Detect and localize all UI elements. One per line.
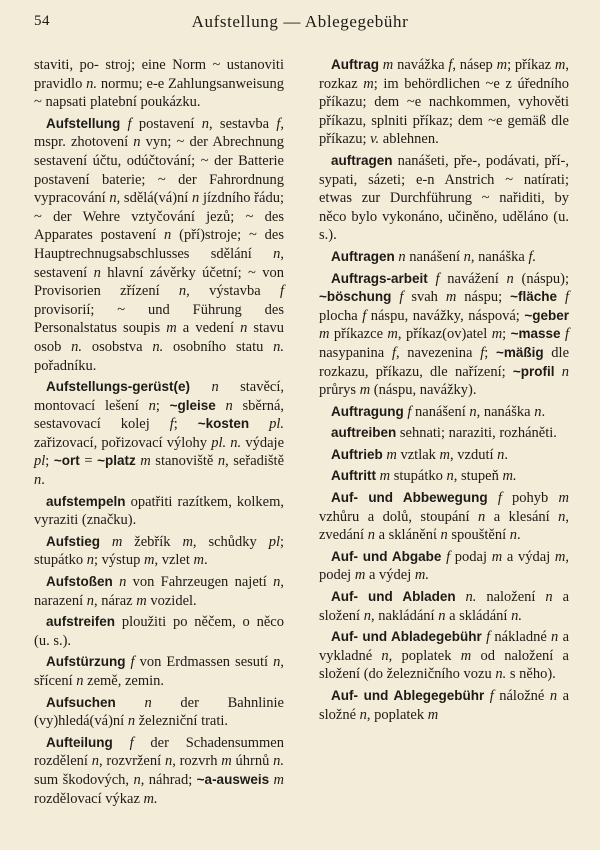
entry-text: , sestavba <box>209 115 277 132</box>
entry-text: provisorií; ~ und Führung des Personalstatus soupis <box>34 301 284 337</box>
grammar-label: n <box>363 607 371 624</box>
dictionary-entry <box>319 446 569 465</box>
grammar-label: f <box>169 416 174 433</box>
entry-text: železniční trati. <box>135 713 229 730</box>
grammar-label: f <box>480 344 485 361</box>
headword: Aufstellung <box>46 115 121 131</box>
headword: ~gleise <box>169 397 216 413</box>
entry-text <box>557 289 565 305</box>
grammar-label: m <box>273 771 284 788</box>
grammar-label: m <box>136 592 147 609</box>
grammar-label: n <box>133 134 141 151</box>
entry-text: , zvedání <box>319 508 569 544</box>
headword: ~a-ausweis <box>196 771 270 787</box>
entry-text: , nanáška <box>470 248 529 265</box>
grammar-label: n <box>93 264 101 281</box>
headword: Auf- und Abladegebühr <box>331 629 482 645</box>
entry-text: naložení <box>476 589 546 606</box>
entry-text: , sřícení <box>34 654 285 689</box>
grammar-label: n <box>34 472 42 489</box>
entry-text <box>216 398 226 414</box>
entry-text: vyn; ~ der Abrechnung sestavení účtu, odúčtování; ~ der Batterie postavení baterie; ~ der Fahrordnung vypracování <box>34 134 284 207</box>
dictionary-entry <box>319 588 569 625</box>
headword: Auftragung <box>331 403 404 419</box>
grammar-label: m <box>319 326 330 343</box>
entry-text: náložné <box>493 688 550 704</box>
grammar-label: n <box>497 446 505 463</box>
entry-text: ; <box>502 326 511 343</box>
entry-text: svah <box>403 289 446 306</box>
entry-text: nákladné <box>490 629 552 646</box>
entry-text <box>488 490 498 506</box>
grammar-label: f <box>391 344 396 361</box>
entry-text: dle rozkazu, příkazu, dle nařízení; <box>319 344 570 380</box>
entry-text: , nanáška <box>476 403 535 420</box>
grammar-label: n <box>558 508 566 525</box>
grammar-label: f <box>448 57 453 73</box>
entry-text: pohyb <box>501 490 559 507</box>
entry-text: spouštění <box>447 527 510 544</box>
grammar-label: n <box>201 115 209 132</box>
entry-text: der Schadensummen rozdělení <box>34 734 284 770</box>
entry-text: . <box>204 552 208 569</box>
entry-text: , navezenina <box>395 344 481 361</box>
entry-text: , násep <box>452 57 497 73</box>
grammar-label: f <box>127 115 132 132</box>
grammar-label: f <box>486 629 491 646</box>
grammar-label: n <box>119 574 127 591</box>
headword: Auf- und Abbewegung <box>331 490 488 506</box>
dictionary-entry <box>319 687 569 724</box>
grammar-label: n <box>463 248 471 265</box>
dictionary-entry <box>319 489 569 545</box>
entry-text: normu; e-e Zahlungsanweisung ~ napsati platební poukázku. <box>34 75 284 111</box>
grammar-label: n <box>240 320 248 337</box>
grammar-label: f <box>435 270 440 287</box>
entry-text: pořadníku. <box>34 357 97 374</box>
entry-text: stupátko <box>390 468 447 485</box>
dictionary-entry <box>34 734 284 808</box>
grammar-label: m <box>166 320 177 337</box>
entry-text: , vzdutí <box>450 446 498 463</box>
entry-text <box>113 735 130 751</box>
headword: aufstempeln <box>46 493 126 509</box>
grammar-label: n <box>164 753 173 770</box>
grammar-label: n <box>551 629 559 646</box>
left-column <box>34 56 284 811</box>
entry-text: , narazení <box>34 574 285 609</box>
entry-text: = <box>79 453 98 470</box>
grammar-label: n <box>545 589 553 606</box>
grammar-label: f <box>130 654 135 671</box>
grammar-label: n <box>367 527 375 544</box>
entry-text: a vedení <box>176 320 241 337</box>
entry-text <box>100 534 112 550</box>
entry-text: , poplatek <box>388 647 461 664</box>
grammar-label: n <box>86 592 94 609</box>
grammar-label: m. <box>502 468 517 485</box>
entry-text: staviti, po- stroj; eine Norm ~ ustanoviti pravidlo <box>34 57 284 92</box>
grammar-label: n <box>192 190 200 207</box>
dictionary-entry <box>319 403 569 422</box>
entry-text: podaj <box>450 548 492 565</box>
grammar-label: m <box>354 567 366 584</box>
entry-text: ; <box>45 453 54 470</box>
grammar-label: n <box>86 552 95 569</box>
grammar-label: n <box>109 190 117 207</box>
headword: Auftritt <box>331 468 376 484</box>
entry-text: der Bahnlinie (vy)hledá(vá)ní <box>34 694 284 730</box>
entry-text: . <box>41 472 45 489</box>
grammar-label: f <box>489 688 494 704</box>
grammar-label: n <box>469 403 477 420</box>
dictionary-entry <box>319 548 569 585</box>
grammar-label: n <box>381 647 389 664</box>
headword: Auf- und Ablegegebühr <box>331 688 485 703</box>
grammar-label: m <box>558 490 569 507</box>
entry-text: s něho). <box>506 666 556 683</box>
headword: ~masse <box>510 326 561 342</box>
entry-text: , sdělá(vá)ní <box>116 190 193 207</box>
entry-text: sehnati; naraziti, rozháněti. <box>396 425 557 442</box>
entry-text: ; výstup <box>94 552 144 569</box>
entry-text: , mspr. zhotovení <box>34 115 284 151</box>
entry-text: . <box>517 527 521 544</box>
entry-text: náspu; <box>456 289 511 306</box>
headword: ~mäßig <box>495 344 544 360</box>
headword: Aufstoßen <box>46 574 113 590</box>
headword: ~geber <box>524 307 569 323</box>
grammar-label: f <box>279 283 284 300</box>
grammar-label: n. <box>152 338 164 355</box>
entry-text: , podej <box>319 548 570 584</box>
headword: auftragen <box>331 152 393 168</box>
headword: Aufstieg <box>46 533 100 549</box>
grammar-label: m <box>143 552 155 569</box>
dictionary-entry <box>34 533 284 570</box>
headword: ~profil <box>512 363 555 379</box>
grammar-label: f. <box>528 248 537 265</box>
entry-text: zařizovací, pořizovací výlohy <box>34 434 212 451</box>
grammar-label: f <box>129 734 134 751</box>
entry-text: osobstva <box>82 338 153 355</box>
headword: ~ort <box>53 453 80 469</box>
page-number: 54 <box>34 13 50 29</box>
entry-text: a vykladné <box>319 629 570 664</box>
entry-text: od naložení a složení (do železničního vozu <box>319 647 569 683</box>
grammar-label: pl <box>268 533 280 550</box>
running-title: Aufstellung — Ablegegebühr <box>191 12 409 31</box>
grammar-label: n <box>148 397 156 414</box>
entry-text <box>116 695 145 711</box>
entry-text: průrys <box>319 382 360 399</box>
entry-text <box>456 589 466 605</box>
entry-text: náspu, navážky, náspová; <box>366 307 525 324</box>
headword: Aufstellungs-gerüst(e) <box>46 379 191 395</box>
entry-text: , náraz <box>93 592 137 609</box>
grammar-label: pl <box>34 453 46 470</box>
entry-text: a výdaj <box>502 548 555 565</box>
grammar-label: m <box>445 289 457 306</box>
entry-text: , rozkaz <box>319 57 570 92</box>
grammar-label: n <box>178 283 187 300</box>
entry-text: ; příkaz <box>507 57 555 73</box>
grammar-label: n <box>478 508 486 525</box>
grammar-label: n <box>76 673 84 689</box>
entry-text <box>555 364 562 380</box>
grammar-label: m <box>554 548 566 565</box>
entry-text: , rozvrh <box>172 753 222 770</box>
entry-text: von Erdmassen sesutí <box>134 654 274 671</box>
entry-text <box>190 379 211 395</box>
grammar-label: n <box>127 713 136 730</box>
grammar-label: n <box>144 694 152 711</box>
grammar-label: m. <box>143 790 158 807</box>
grammar-label: n <box>509 527 518 544</box>
entry-text: sum škodových, <box>34 771 134 788</box>
dictionary-entry <box>34 694 284 731</box>
entry-text: ploužiti po něčem, o něco (u. s.). <box>34 614 284 649</box>
entry-text: vztlak <box>396 446 440 463</box>
entry-text: ; stupátko <box>34 533 284 569</box>
entry-text: , stupeň <box>453 468 503 485</box>
entry-text: a výdej <box>365 567 415 584</box>
grammar-label: n. <box>230 434 242 451</box>
entry-text: . <box>504 446 509 463</box>
entry-text: a skládání <box>445 607 512 624</box>
grammar-label: n <box>440 527 448 544</box>
entry-text: von Fahrzeugen najetí <box>126 574 274 591</box>
headword: Auftrieb <box>331 446 383 462</box>
entry-text: rozdělovací výkaz <box>34 790 144 807</box>
entry-text: , sestavení <box>34 245 284 281</box>
grammar-label: n <box>534 403 542 420</box>
entry-text: hlavní závěrky účetní; ~ von Provisorien zřízení <box>34 264 284 300</box>
grammar-label: m <box>379 468 391 485</box>
right-column <box>319 56 569 727</box>
grammar-label: f <box>564 326 569 343</box>
headword: auftreiben <box>331 425 397 441</box>
entry-text: stavěcí, montovací lešení <box>34 379 284 414</box>
dictionary-entry <box>34 573 284 610</box>
grammar-label: n <box>164 227 172 244</box>
dictionary-entry <box>319 152 569 245</box>
grammar-label: f <box>497 490 502 507</box>
entry-text: nanášeti, pře-, podávati, pří-, sypati, sázeti; e-n Anstrich ~ natírati; etwas zur Durchführung ~ nařiditi, by něco bylo vykonáno, učiněno, uděláno (u. s.). <box>319 152 569 244</box>
entry-text: a klesání <box>485 508 559 525</box>
headword: Aufteilung <box>46 734 113 750</box>
entry-text: nanášení <box>411 403 470 420</box>
dictionary-entry <box>319 467 569 486</box>
dictionary-entry <box>319 56 569 149</box>
entry-text: , nakládání <box>370 607 439 624</box>
grammar-label: m <box>491 326 503 343</box>
entry-text: ; <box>173 416 198 433</box>
dictionary-entry <box>319 628 569 684</box>
dictionary-entry <box>319 424 569 443</box>
dictionary-entry <box>34 653 284 690</box>
grammar-label: n. <box>495 666 507 683</box>
grammar-label: m <box>182 533 193 550</box>
grammar-label: n. <box>465 589 477 606</box>
grammar-label: n <box>225 397 233 414</box>
headword: Aufstürzung <box>46 654 126 670</box>
entry-text: a složné <box>319 688 570 723</box>
headword: Auf- und Abgabe <box>331 548 442 564</box>
grammar-label: m <box>359 382 371 399</box>
entry-text: vozidel. <box>146 592 197 609</box>
entry-text: , schůdky <box>192 533 269 550</box>
entry-text: stavu osob <box>34 320 285 355</box>
grammar-label: n <box>446 468 454 485</box>
entry-text: a složení <box>319 589 570 624</box>
grammar-label: m <box>496 57 508 73</box>
grammar-label: m <box>363 75 374 92</box>
entry-text: , seřadiště <box>225 453 285 470</box>
entry-text: navážka <box>393 57 449 73</box>
grammar-label: v. <box>370 131 380 148</box>
grammar-label: m <box>554 57 566 73</box>
grammar-label: n <box>273 574 281 591</box>
entry-text: . <box>541 403 546 420</box>
entry-text: země, zemin. <box>83 673 165 689</box>
headword: Aufsuchen <box>46 694 116 710</box>
grammar-label: f <box>399 289 404 306</box>
entry-text: navážení <box>439 270 507 287</box>
grammar-label: n <box>273 245 281 262</box>
grammar-label: f <box>407 403 412 420</box>
grammar-label: n <box>561 363 569 380</box>
grammar-label: m <box>491 548 503 565</box>
grammar-label: m <box>111 533 123 550</box>
grammar-label: m. <box>414 567 429 584</box>
page-header <box>0 0 600 44</box>
dictionary-entry <box>319 270 569 400</box>
entry-text: ; <box>484 344 496 361</box>
grammar-label: n. <box>273 338 284 355</box>
headword: Auftrags-arbeit <box>331 270 428 286</box>
dictionary-entry <box>319 248 569 267</box>
entry-text: , náhrad; <box>140 771 197 788</box>
entry-text: stanoviště <box>150 453 218 470</box>
grammar-label: f <box>564 289 569 306</box>
grammar-label: m <box>439 446 451 463</box>
headword: ~platz <box>97 453 136 469</box>
entry-text: , výstavba <box>186 283 280 300</box>
headword: aufstreifen <box>46 614 116 630</box>
dictionary-entry <box>34 56 284 112</box>
entry-text <box>249 416 269 432</box>
entry-text: žebřík <box>122 533 183 550</box>
entry-text: opatřiti razítkem, kolkem, vyraziti (značku). <box>34 493 284 529</box>
entry-text: osobního statu <box>163 338 274 355</box>
entry-text: (náspu, navážky). <box>370 382 477 399</box>
grammar-label: f <box>276 115 281 132</box>
entry-text: postavení <box>131 115 202 132</box>
entry-text: příkazce <box>329 326 388 343</box>
entry-text: , vzlet <box>154 552 194 569</box>
dictionary-entry <box>34 613 284 650</box>
headword: Auf- und Abladen <box>331 589 456 605</box>
entry-text: , příkaz(ov)atel <box>397 326 492 343</box>
headword: ~fläche <box>510 289 558 305</box>
entry-text: sběrná, sestavovací kolej <box>34 397 285 433</box>
dictionary-entry <box>34 115 284 375</box>
headword: ~kosten <box>197 416 250 432</box>
grammar-label: m <box>140 453 151 470</box>
entry-text: ; im behördlichen ~e z úředního příkazu; dem ~e nachkommen, vyhověti příkazu, splniti příkaz; dem ~e gemäß dle příkazu; <box>319 75 569 148</box>
entry-text: vzhůru a dolů, stoupání <box>319 508 479 525</box>
entry-text: úhrnů <box>231 753 274 770</box>
grammar-label: m <box>427 706 439 723</box>
entry-text: nasypanina <box>319 344 392 361</box>
entry-text <box>428 271 436 287</box>
entry-text: (náspu); <box>513 270 570 287</box>
entry-text: , rozvržení <box>98 753 165 770</box>
headword: Auftragen <box>331 248 395 264</box>
entry-text: ; <box>155 397 170 414</box>
grammar-label: n <box>211 379 219 396</box>
grammar-label: pl. <box>269 416 285 433</box>
grammar-label: n <box>359 706 367 723</box>
grammar-label: n. <box>511 607 522 624</box>
entry-text: plocha <box>319 307 363 324</box>
entry-text: nanášení <box>405 248 464 265</box>
grammar-label: pl. <box>211 434 227 451</box>
grammar-label: m <box>221 753 232 770</box>
grammar-label: n. <box>273 753 284 770</box>
grammar-label: n <box>133 771 141 788</box>
grammar-label: n. <box>86 75 98 92</box>
grammar-label: m <box>387 326 398 343</box>
grammar-label: n <box>217 453 226 470</box>
entry-text <box>120 116 127 132</box>
grammar-label: n <box>91 753 99 770</box>
grammar-label: n. <box>71 338 83 355</box>
dictionary-entry <box>34 493 284 530</box>
entry-text: ablehnen. <box>379 131 439 148</box>
grammar-label: m <box>193 552 204 569</box>
entry-text: jízdního řádu; ~ der Wehre vztyčování jezů; ~ des Apparates postavení <box>34 190 284 244</box>
grammar-label: f <box>446 548 451 565</box>
grammar-label: n <box>438 607 446 624</box>
grammar-label: n <box>506 270 514 287</box>
dictionary-entry <box>34 378 284 490</box>
grammar-label: n <box>273 654 281 671</box>
grammar-label: n <box>398 248 406 265</box>
grammar-label: m <box>460 647 472 664</box>
entry-text: , poplatek <box>366 706 428 723</box>
grammar-label: m <box>386 446 397 463</box>
headword: Auftrag <box>331 57 379 72</box>
headword: ~böschung <box>319 289 392 305</box>
grammar-label: n <box>549 688 558 704</box>
entry-text: a skláněnί <box>374 527 441 544</box>
entry-text: (pří)stroje; ~ des Hauptrechnugsabschlusses sdělání <box>34 227 284 262</box>
grammar-label: m <box>382 57 394 73</box>
grammar-label: f <box>362 307 367 324</box>
entry-text: výdaje <box>241 434 285 451</box>
